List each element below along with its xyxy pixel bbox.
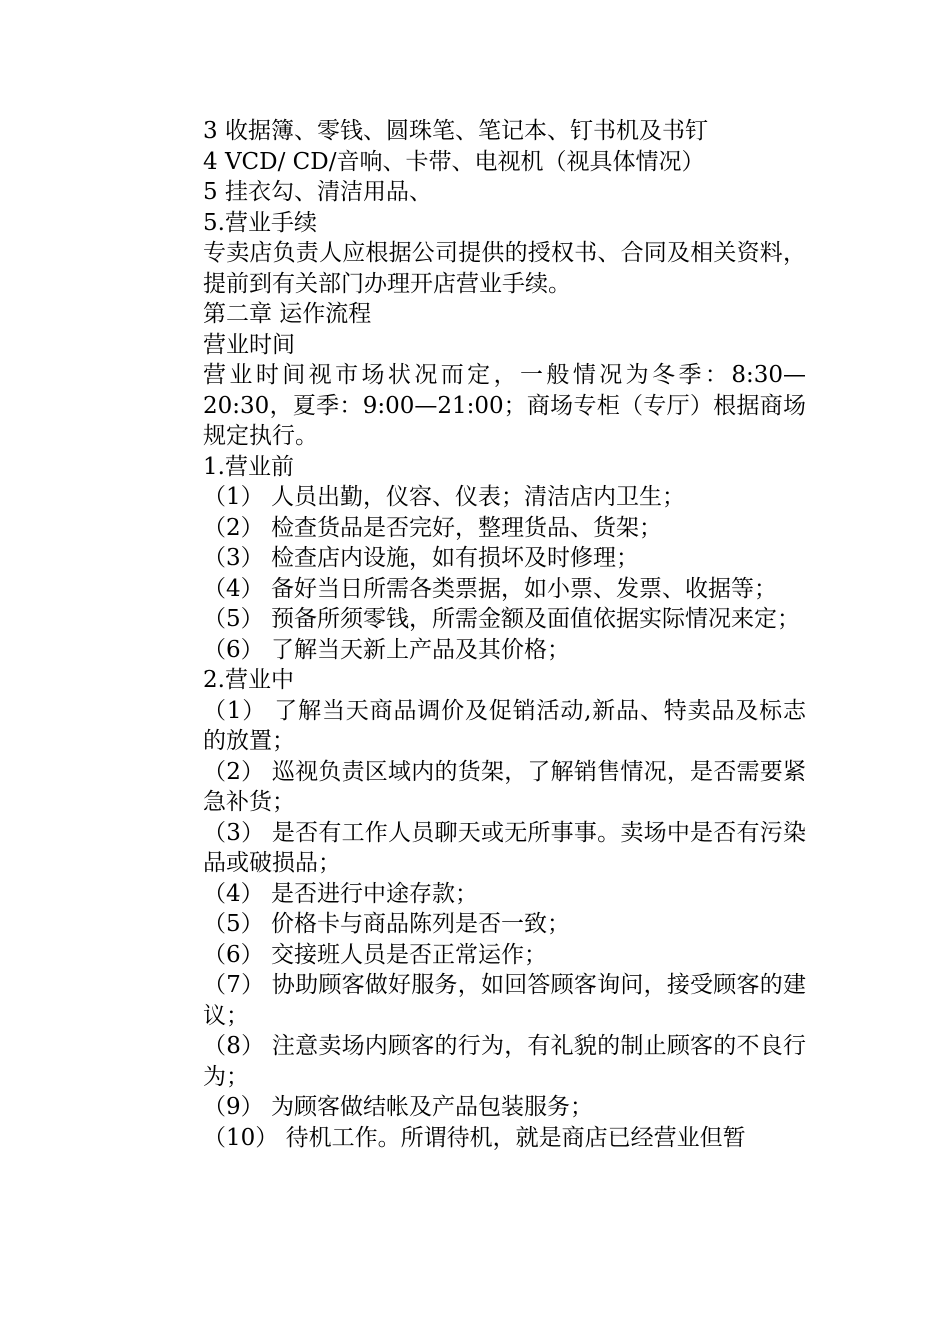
supply-list-item-5: 5 挂衣勾、清洁用品、	[203, 179, 432, 205]
paragraph-business-hours: 营业时间视市场状况而定，一般情况为冬季：8:30—20:30，夏季：9:00—21:00；商场专柜（专厅）根据商场规定执行。	[203, 362, 806, 449]
document-body	[203, 116, 806, 1153]
list-item: （4） 备好当日所需各类票据，如小票、发票、收据等；	[203, 575, 777, 602]
supply-list-item-4: 4 VCD/ CD/音响、卡带、电视机（视具体情况）	[203, 148, 705, 175]
list-item: （7） 协助顾客做好服务，如回答顾客询问，接受顾客的建议；	[203, 972, 806, 1029]
list-item: （1） 人员出勤，仪容、仪表；清洁店内卫生；	[203, 484, 685, 510]
list-item: （8） 注意卖场内顾客的行为，有礼貌的制止顾客的不良行为；	[203, 1033, 806, 1090]
list-item: （3） 是否有工作人员聊天或无所事事。卖场中是否有污染品或破损品；	[203, 819, 806, 876]
list-item: （3） 检查店内设施，如有损坏及时修理；	[203, 545, 639, 571]
supply-list-item-3: 3 收据簿、零钱、圆珠笔、笔记本、钉书机及书钉	[203, 118, 708, 144]
list-item: （4） 是否进行中途存款；	[203, 880, 478, 907]
list-item: （9） 为顾客做结帐及产品包装服务；	[203, 1094, 593, 1120]
list-item: （1） 了解当天商品调价及促销活动,新品、特卖品及标志的放置；	[203, 697, 806, 754]
subheading-before-opening: 1.营业前	[203, 453, 294, 480]
paragraph-business-license: 专卖店负责人应根据公司提供的授权书、合同及相关资料，提前到有关部门办理开店营业手续。	[203, 240, 806, 297]
list-item: （6） 交接班人员是否正常运作；	[203, 941, 547, 968]
list-item: （6） 了解当天新上产品及其价格；	[203, 636, 570, 663]
section-heading-business-hours: 营业时间	[203, 331, 295, 358]
chapter-heading: 第二章 运作流程	[203, 301, 372, 327]
list-item: （2） 巡视负责区域内的货架，了解销售情况，是否需要紧急补货；	[203, 758, 806, 815]
subheading-during-business: 2.营业中	[203, 667, 294, 693]
list-item: （2） 检查货品是否完好，整理货品、货架；	[203, 514, 662, 541]
list-item: （5） 预备所须零钱，所需金额及面值依据实际情况来定；	[203, 606, 800, 632]
section-heading-business-procedures: 5.营业手续	[203, 209, 317, 236]
list-item: （10） 待机工作。所谓待机，就是商店已经营业但暂	[203, 1124, 746, 1151]
list-item: （5） 价格卡与商品陈列是否一致；	[203, 911, 570, 937]
